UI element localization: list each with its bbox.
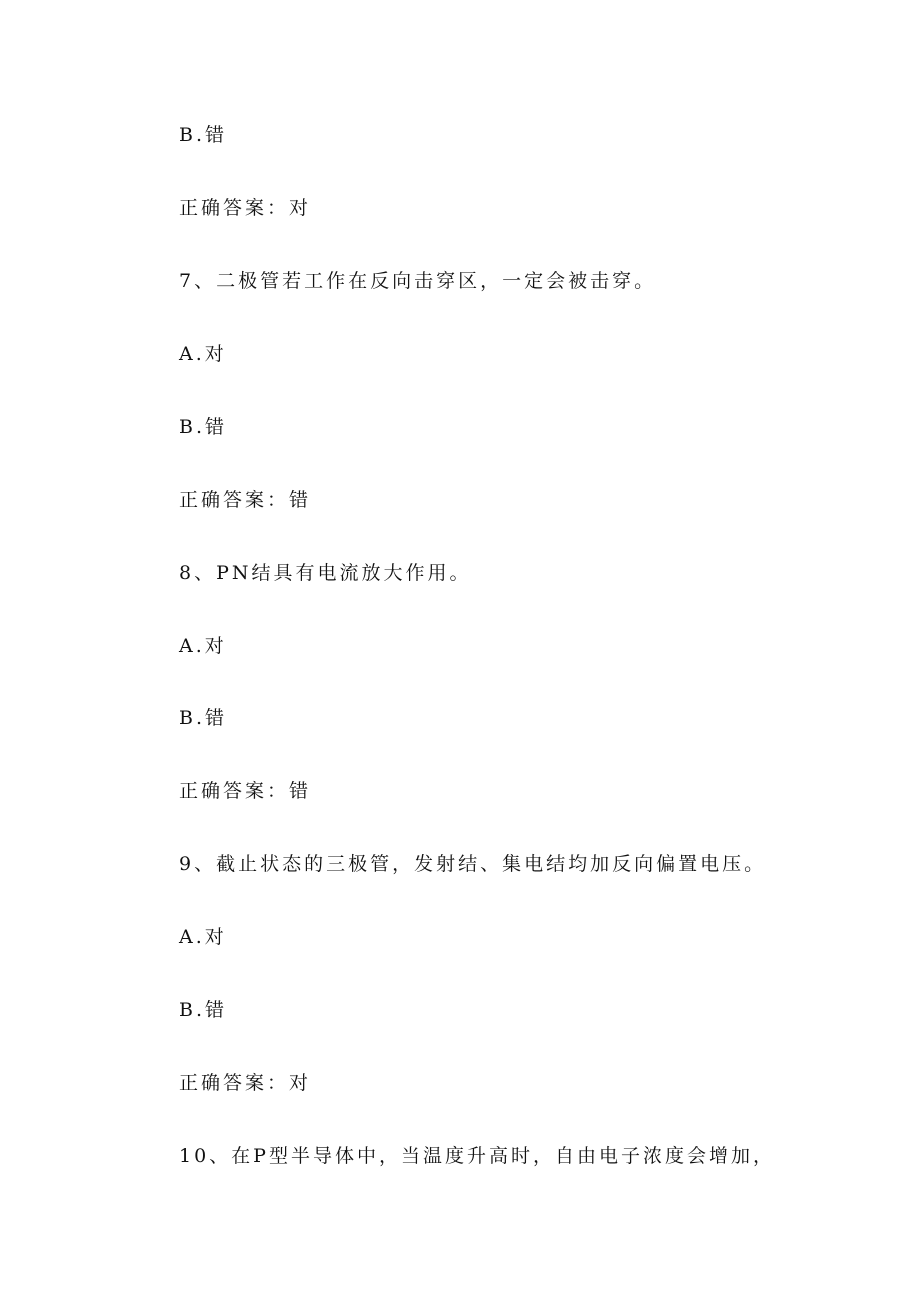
q8-option-b: B.错: [179, 707, 228, 729]
q8-question: 8、PN结具有电流放大作用。: [179, 562, 472, 584]
q8-option-a: A.对: [179, 635, 227, 657]
q7-question: 7、二极管若工作在反向击穿区，一定会被击穿。: [179, 270, 657, 292]
q10-question: 10、在P型半导体中，当温度升高时，自由电子浓度会增加，: [179, 1145, 775, 1167]
q9-option-b: B.错: [179, 999, 228, 1021]
q9-option-a: A.对: [179, 926, 227, 948]
q9-question: 9、截止状态的三极管，发射结、集电结均加反向偏置电压。: [179, 853, 767, 875]
q9-answer: 正确答案：对: [179, 1072, 312, 1094]
q7-option-b: B.错: [179, 416, 228, 438]
q7-answer: 正确答案：错: [179, 489, 312, 511]
q6-option-b: B.错: [179, 124, 228, 146]
q8-answer: 正确答案：错: [179, 780, 312, 802]
q6-answer: 正确答案：对: [179, 197, 312, 219]
q7-option-a: A.对: [179, 343, 227, 365]
